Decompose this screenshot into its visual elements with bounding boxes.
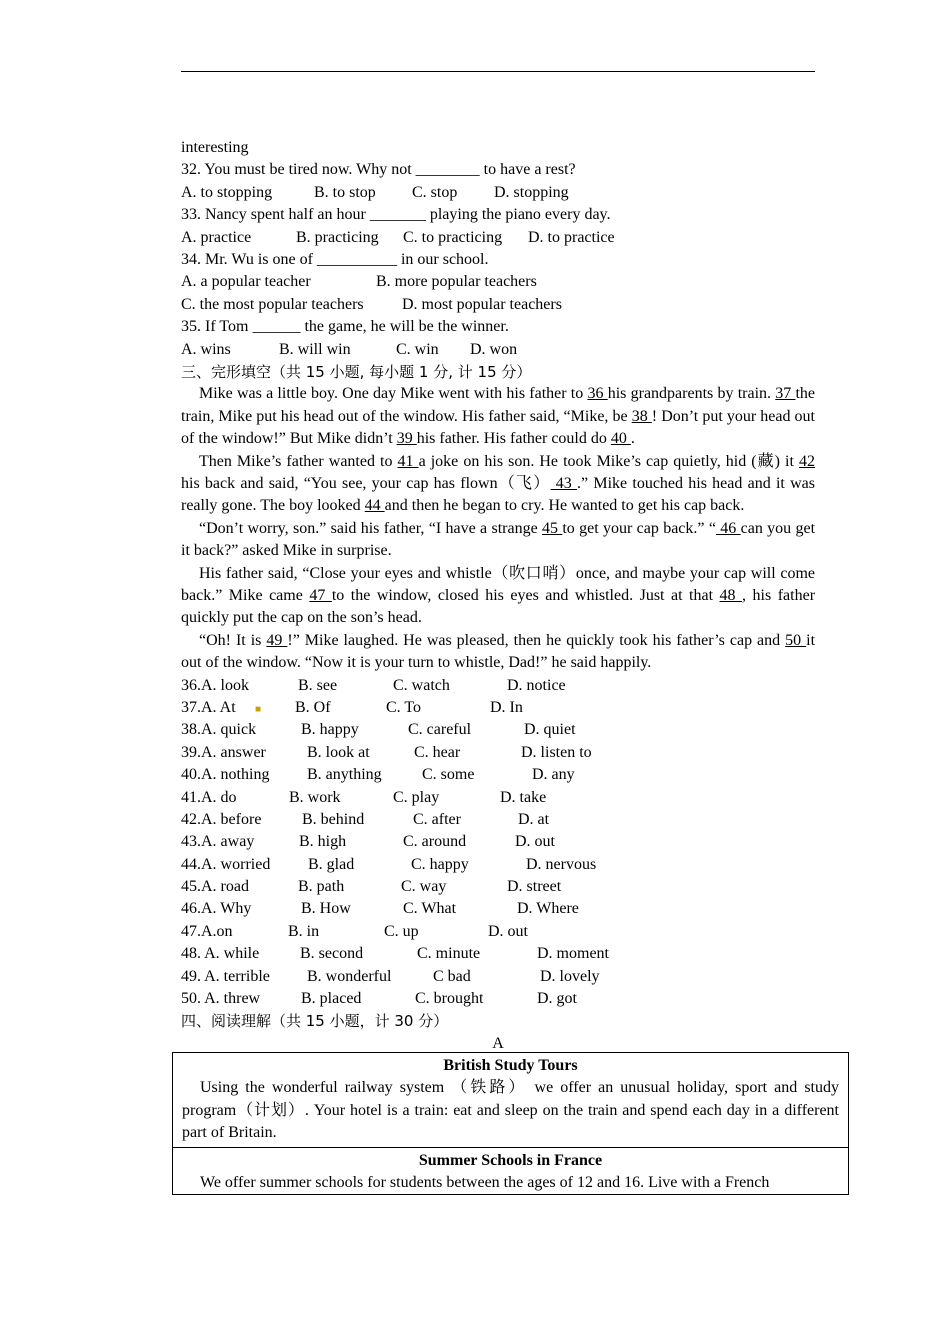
- cloze-option-row: [181, 719, 815, 741]
- question-33-stem: 33. Nancy spent half an hour _______ playing the piano every day.: [181, 206, 611, 224]
- option: C. up: [384, 922, 419, 940]
- option: D. out: [488, 922, 528, 940]
- option: D. most popular teachers: [402, 295, 562, 313]
- option: C. brought: [415, 990, 484, 1008]
- exam-content: [181, 137, 815, 1055]
- blank: 41: [397, 452, 419, 470]
- option: 47.A.on: [181, 922, 233, 940]
- cloze-option-row: [181, 831, 815, 853]
- cloze-option-row: [181, 854, 815, 876]
- option: B. happy: [301, 721, 359, 739]
- blank: 36: [587, 385, 608, 403]
- option: D. nervous: [526, 855, 597, 873]
- blank: 45: [542, 519, 563, 537]
- option: 48. A. while: [181, 945, 260, 963]
- section-3-title: 三、完形填空（共 15 小题, 每小题 1 分, 计 15 分）: [181, 362, 532, 381]
- option: 46.A. Why: [181, 900, 252, 918]
- option: 39.A. answer: [181, 743, 266, 761]
- option: B. behind: [302, 810, 365, 828]
- option: D. notice: [507, 676, 566, 694]
- option: 38.A. quick: [181, 721, 257, 739]
- option: B. look at: [307, 743, 370, 761]
- option: B. second: [300, 945, 364, 963]
- option: C. stop: [412, 183, 458, 201]
- option: B. more popular teachers: [376, 273, 537, 291]
- option: C. the most popular teachers: [181, 295, 364, 313]
- cloze-paragraph-5: “Oh! It is 49 !” Mike laughed. He was pleased, then he quickly took his father’s cap and 50 it out of the window. “Now it is your turn to whistle, Dad!” he said happily.: [181, 631, 816, 672]
- question-32-options: [181, 182, 815, 204]
- question-33-options: [181, 227, 815, 249]
- option: C. hear: [414, 743, 461, 761]
- option: 42.A. before: [181, 810, 262, 828]
- option: A. wins: [181, 340, 231, 358]
- option: D. stopping: [494, 183, 569, 201]
- option: 49. A. terrible: [181, 967, 270, 985]
- section-4-title: 四、阅读理解（共 15 小题，计 30 分）: [181, 1012, 449, 1031]
- question-34-stem: 34. Mr. Wu is one of __________ in our school.: [181, 250, 489, 268]
- cloze-paragraph-3: “Don’t worry, son.” said his father, “I have a strange 45 to get your cap back.” “ 46 can you get it back?” asked Mike in surprise.: [181, 519, 816, 560]
- tour-row: [173, 1053, 849, 1148]
- cloze-option-row: [181, 943, 815, 965]
- option: C. around: [403, 833, 467, 851]
- option: 44.A. worried: [181, 855, 271, 873]
- option: 45.A. road: [181, 878, 249, 896]
- top-fragment: interesting: [181, 139, 249, 156]
- tour-description: Using the wonderful railway system （铁路） we offer an unusual holiday, sport and study program（计划）. Your hotel is a train: eat and sleep on the train and spend each day in a different part of Britain.: [182, 1079, 839, 1142]
- option: D. lovely: [540, 967, 600, 985]
- cloze-options-list: [181, 675, 815, 1011]
- cloze-option-row: [181, 809, 815, 831]
- blank: 49: [266, 631, 288, 649]
- option: C. win: [396, 340, 439, 358]
- option: B. wonderful: [307, 967, 392, 985]
- header-rule: [181, 71, 815, 72]
- option: A. practice: [181, 228, 252, 246]
- option: 43.A. away: [181, 833, 255, 851]
- option: B. path: [298, 878, 345, 896]
- cloze-option-row: [181, 787, 815, 809]
- option: B. Of: [295, 698, 331, 716]
- tour-row: [173, 1147, 849, 1195]
- blank: 46: [715, 519, 741, 537]
- question-35-stem: 35. If Tom ______ the game, he will be the winner.: [181, 318, 509, 336]
- option: D. In: [490, 698, 523, 716]
- tours-table: [172, 1052, 849, 1195]
- option: D. quiet: [524, 721, 576, 739]
- blank: 43: [550, 474, 578, 492]
- blank: 50: [785, 631, 807, 649]
- option: D. got: [537, 990, 577, 1008]
- option: D. won: [470, 340, 518, 358]
- option: B. anything: [307, 766, 382, 784]
- option: B. placed: [301, 990, 362, 1008]
- option: B. in: [288, 922, 320, 940]
- cloze-option-row: [181, 675, 815, 697]
- blank: 44: [364, 497, 385, 515]
- option: D. to practice: [528, 228, 615, 246]
- option: C. some: [422, 766, 475, 784]
- blank: 42: [799, 452, 815, 470]
- option: B. How: [301, 900, 351, 918]
- option: C. way: [401, 878, 447, 896]
- option: B. to stop: [314, 183, 376, 201]
- option: D. out: [515, 833, 555, 851]
- tour-cell: [173, 1053, 849, 1148]
- blank: 47: [309, 586, 332, 604]
- decorative-dot: ■: [255, 703, 262, 715]
- question-34-options-row1: [181, 271, 815, 293]
- blank: 39: [396, 430, 417, 448]
- option: D. listen to: [521, 743, 592, 761]
- cloze-option-row: [181, 966, 815, 988]
- passage-label: A: [492, 1034, 504, 1052]
- option: B. practicing: [296, 228, 379, 246]
- blank: 40: [610, 430, 631, 448]
- tour-description: We offer summer schools for students between the ages of 12 and 16. Live with a French: [200, 1174, 770, 1192]
- option: C. To: [386, 698, 422, 716]
- cloze-option-row: [181, 898, 815, 920]
- cloze-option-row: [181, 764, 815, 786]
- cloze-option-row: [181, 876, 815, 898]
- question-34-options-row2: [181, 294, 815, 316]
- tour-title: British Study Tours: [443, 1057, 578, 1074]
- option: D. any: [532, 766, 575, 784]
- question-32-stem: 32. You must be tired now. Why not ________ to have a rest?: [181, 161, 576, 179]
- option: C. watch: [393, 676, 450, 694]
- option: C. What: [403, 900, 457, 918]
- cloze-option-row: [181, 988, 815, 1010]
- cloze-passage: [181, 383, 815, 674]
- option: D. take: [500, 788, 547, 806]
- tour-title: Summer Schools in France: [418, 1151, 603, 1169]
- option: C. play: [393, 788, 440, 806]
- question-35-options: [181, 339, 815, 361]
- cloze-option-row: [181, 921, 815, 943]
- option: B. high: [299, 833, 347, 851]
- option: 41.A. do: [181, 788, 237, 806]
- blank: 48: [719, 586, 743, 604]
- option: C. careful: [408, 721, 472, 739]
- option: D. Where: [517, 900, 579, 918]
- option: D. moment: [537, 945, 609, 963]
- option: 40.A. nothing: [181, 766, 270, 784]
- blank: 37: [775, 385, 796, 403]
- tour-cell: [173, 1147, 849, 1195]
- option: A. to stopping: [181, 183, 273, 201]
- option: B. see: [298, 676, 338, 694]
- blank: 38: [631, 407, 652, 425]
- option: 36.A. look: [181, 676, 249, 694]
- option: B. will win: [279, 340, 351, 358]
- option: B. glad: [308, 855, 355, 873]
- cloze-option-row: [181, 742, 815, 764]
- option: A. a popular teacher: [181, 273, 311, 291]
- option: D. street: [507, 878, 562, 896]
- option: C. happy: [411, 855, 469, 873]
- option: C. minute: [417, 945, 481, 963]
- option: C. after: [413, 810, 461, 828]
- option: C. to practicing: [403, 228, 503, 246]
- cloze-paragraph-1: Mike was a little boy. One day Mike went with his father to 36 his grandparents by train. 37 the train, Mike put his head out of the window. His father said, “Mike, be 38 ! Don’t put your head out of the window!” But Mike didn’t 39 his father. His father could do 40 .: [181, 385, 816, 448]
- option: B. work: [289, 788, 341, 806]
- option: D. at: [518, 810, 550, 828]
- cloze-paragraph-2: Then Mike’s father wanted to 41 a joke on his son. He took Mike’s cap quietly, hid (藏) it 42 his back and said, “You see, your cap has flown（飞） 43 .” Mike touched his head and it was really gone. The boy looked 44 and then he began to cry. He wanted to get his cap back.: [181, 452, 815, 515]
- option: C bad: [433, 967, 471, 985]
- option: 50. A. threw: [181, 990, 261, 1008]
- cloze-paragraph-4: His father said, “Close your eyes and whistle（吹口哨）once, and maybe your cap will come back.” Mike came 47 to the window, closed his eyes and whistled. Just at that 48 , his father quickly put the cap on the son’s head.: [181, 564, 816, 627]
- cloze-option-row: 37.A. At ■ B. Of C. To D. In: [181, 697, 815, 719]
